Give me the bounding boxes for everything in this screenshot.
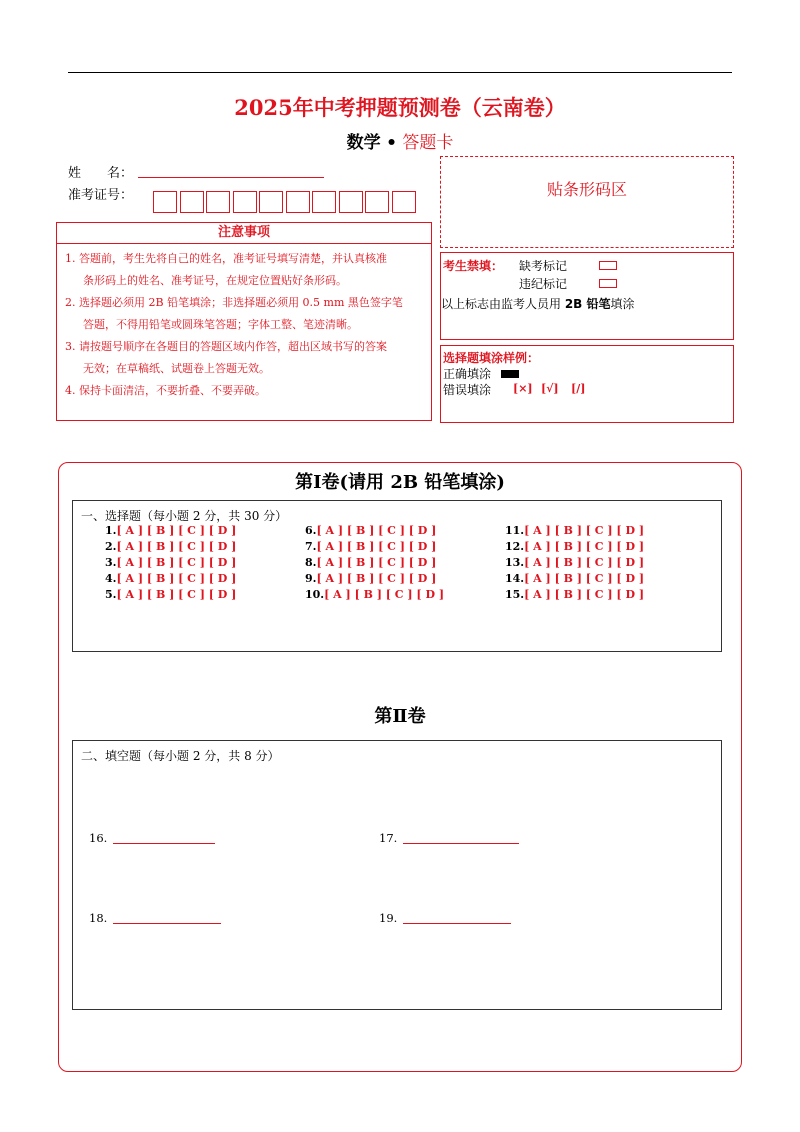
blank-19-line[interactable]: [403, 923, 511, 924]
notice-title: 注意事项: [217, 225, 270, 240]
question-number: 7.: [305, 540, 317, 553]
subtitle-dot: •: [386, 133, 397, 153]
answer-options[interactable]: [ A ] [ B ] [ C ] [ D ]: [524, 524, 645, 537]
sample-wrong-label: 错误填涂: [443, 383, 492, 397]
choice-question-row[interactable]: [505, 539, 644, 555]
id-label: 准考证号：: [68, 188, 134, 203]
answer-options[interactable]: [ A ] [ B ] [ C ] [ D ]: [316, 540, 437, 553]
choice-question-row[interactable]: [505, 587, 644, 603]
answer-options[interactable]: [ A ] [ B ] [ C ] [ D ]: [524, 588, 645, 601]
forbidden-note: [441, 295, 635, 312]
fill-section-title: 二、填空题（每小题 2 分，共 8 分）: [81, 749, 280, 763]
absent-label: 缺考标记: [519, 259, 568, 273]
answer-options[interactable]: [ A ] [ B ] [ C ] [ D ]: [116, 524, 237, 537]
id-digit-box[interactable]: [259, 191, 283, 213]
forbidden-note-pre: 以上标志由监考人员用: [441, 297, 565, 311]
sample-box: [440, 345, 734, 423]
notice-item-1b: 条形码上的姓名、准考证号，在规定位置贴好条形码。: [83, 274, 347, 287]
choice-question-row[interactable]: [305, 571, 436, 587]
forbidden-box: [440, 252, 734, 340]
id-digit-box[interactable]: [233, 191, 257, 213]
forbidden-note-bold: 2B 铅笔: [564, 297, 611, 311]
page-title: 2025年中考押题预测卷（云南卷）: [234, 95, 566, 120]
forbidden-note-post: 填涂: [610, 297, 635, 311]
choice-question-row[interactable]: [505, 571, 644, 587]
question-number: 15.: [505, 588, 525, 601]
answer-options[interactable]: [ A ] [ B ] [ C ] [ D ]: [116, 540, 237, 553]
notice-item-2b: 答题，不得用铅笔或圆珠笔答题；字体工整、笔迹清晰。: [83, 318, 358, 331]
question-number: 3.: [105, 556, 117, 569]
blank-18-label: 18.: [89, 911, 108, 925]
question-number: 6.: [305, 524, 317, 537]
choice-question-row[interactable]: [105, 587, 236, 603]
answer-options[interactable]: [ A ] [ B ] [ C ] [ D ]: [316, 524, 437, 537]
forbidden-label: 考生禁填：: [443, 259, 504, 273]
choice-section: [72, 500, 722, 652]
answer-options[interactable]: [ A ] [ B ] [ C ] [ D ]: [116, 556, 237, 569]
fill-section: [72, 740, 722, 1010]
notice-header: [56, 222, 432, 244]
question-number: 4.: [105, 572, 117, 585]
blank-17-line[interactable]: [403, 843, 519, 844]
question-number: 2.: [105, 540, 117, 553]
id-digit-box[interactable]: [286, 191, 310, 213]
choice-question-row[interactable]: [305, 523, 436, 539]
answer-options[interactable]: [ A ] [ B ] [ C ] [ D ]: [524, 572, 645, 585]
answer-options[interactable]: [ A ] [ B ] [ C ] [ D ]: [524, 540, 645, 553]
violation-label: 违纪标记: [519, 277, 568, 291]
choice-question-row[interactable]: [105, 555, 236, 571]
blank-19-label: 19.: [379, 911, 398, 925]
notice-item-1a: 1. 答题前，考生先将自己的姓名，准考证号填写清楚，并认真核准: [65, 252, 387, 265]
absent-mark-box[interactable]: [599, 261, 617, 270]
sample-correct-mark: [501, 370, 519, 378]
id-digit-box[interactable]: [312, 191, 336, 213]
barcode-label: 贴条形码区: [546, 180, 627, 199]
choice-question-row[interactable]: [305, 539, 436, 555]
choice-question-row[interactable]: [305, 555, 436, 571]
sample-correct-label: 正确填涂: [443, 367, 492, 381]
page-subtitle: [0, 128, 800, 153]
card-label: 答题卡: [402, 133, 454, 153]
sample-title: 选择题填涂样例：: [443, 351, 540, 365]
answer-options[interactable]: [ A ] [ B ] [ C ] [ D ]: [316, 556, 437, 569]
sample-wrong-mark-3: [/]: [571, 382, 586, 395]
id-digit-box[interactable]: [180, 191, 204, 213]
sample-wrong-mark-1: [×]: [513, 382, 533, 395]
choice-question-row[interactable]: [105, 523, 236, 539]
answer-options[interactable]: [ A ] [ B ] [ C ] [ D ]: [116, 588, 237, 601]
question-number: 5.: [105, 588, 117, 601]
notice-item-2a: 2. 选择题必须用 2B 铅笔填涂；非选择题必须用 0.5 mm 黑色签字笔: [65, 296, 403, 309]
choice-question-row[interactable]: [505, 523, 644, 539]
notice-item-3b: 无效；在草稿纸、试题卷上答题无效。: [83, 362, 270, 375]
question-number: 13.: [505, 556, 525, 569]
answer-options[interactable]: [ A ] [ B ] [ C ] [ D ]: [316, 572, 437, 585]
question-number: 10.: [305, 588, 325, 601]
id-digit-box[interactable]: [339, 191, 363, 213]
blank-17-label: 17.: [379, 831, 398, 845]
part2-title: 第Ⅱ卷: [374, 706, 426, 727]
blank-16-label: 16.: [89, 831, 108, 845]
blank-18-line[interactable]: [113, 923, 221, 924]
question-number: 8.: [305, 556, 317, 569]
violation-mark-box[interactable]: [599, 279, 617, 288]
sample-wrong-mark-2: [√]: [541, 382, 559, 395]
notice-item-4: 4. 保持卡面清洁，不要折叠、不要弄破。: [65, 384, 266, 397]
notice-box: [56, 243, 432, 421]
choice-question-row[interactable]: [505, 555, 644, 571]
question-number: 12.: [505, 540, 525, 553]
question-number: 11.: [505, 524, 525, 537]
id-digit-box[interactable]: [365, 191, 389, 213]
answer-options[interactable]: [ A ] [ B ] [ C ] [ D ]: [324, 588, 445, 601]
id-digit-box[interactable]: [153, 191, 177, 213]
question-number: 14.: [505, 572, 525, 585]
barcode-area: [440, 156, 734, 248]
blank-16-line[interactable]: [113, 843, 215, 844]
answer-options[interactable]: [ A ] [ B ] [ C ] [ D ]: [116, 572, 237, 585]
question-number: 9.: [305, 572, 317, 585]
part1-title: 第Ⅰ卷(请用 2B 铅笔填涂): [295, 472, 505, 493]
name-field[interactable]: [138, 177, 324, 178]
choice-question-row[interactable]: [105, 539, 236, 555]
choice-section-title: 一、选择题（每小题 2 分，共 30 分）: [81, 509, 288, 523]
choice-question-row[interactable]: [105, 571, 236, 587]
answer-options[interactable]: [ A ] [ B ] [ C ] [ D ]: [524, 556, 645, 569]
id-digit-box[interactable]: [206, 191, 230, 213]
top-rule: [68, 72, 732, 73]
name-label: 姓 名：: [68, 166, 134, 181]
subject: 数学: [346, 133, 381, 153]
choice-question-row[interactable]: [305, 587, 444, 603]
id-digit-box[interactable]: [392, 191, 416, 213]
question-number: 1.: [105, 524, 117, 537]
notice-item-3a: 3. 请按题号顺序在各题目的答题区域内作答，超出区域书写的答案: [65, 340, 387, 353]
